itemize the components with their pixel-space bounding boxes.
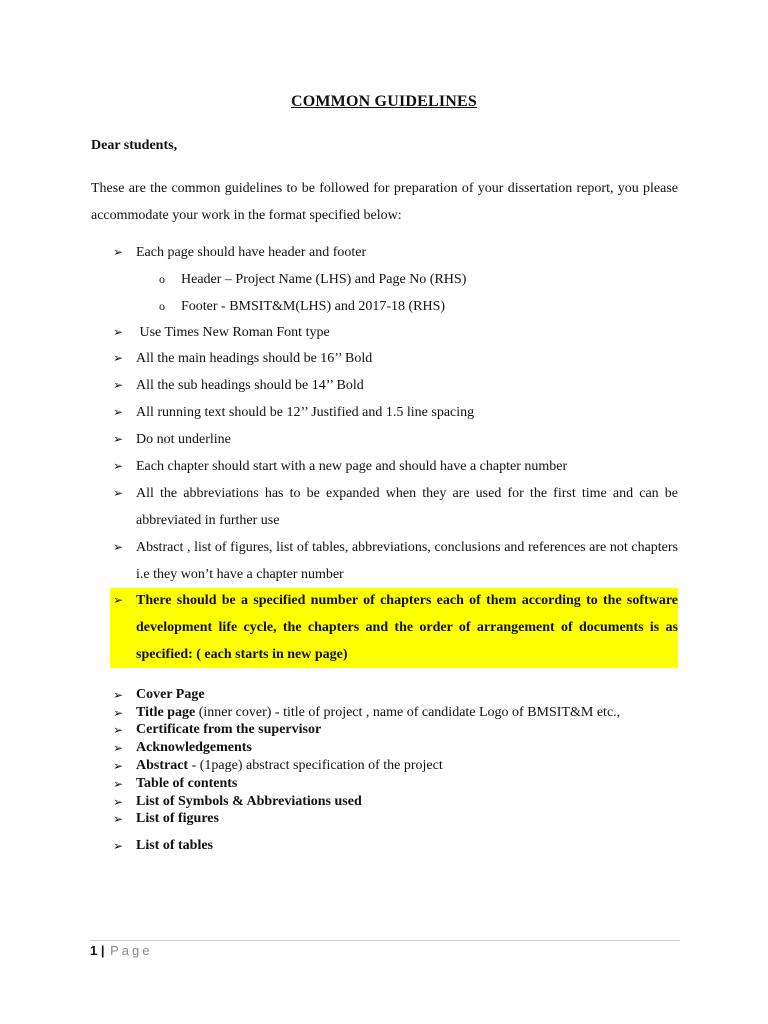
list-item-text: Abstract , list of figures, list of tables, abbreviations, conclusions and references are not chapters i.e they won’t have a chapter number [136, 540, 678, 582]
arrow-bullet-icon: ➢ [113, 593, 124, 607]
section-item-bold: Table of contents [136, 776, 238, 791]
arrow-bullet-icon: ➢ [113, 723, 124, 737]
arrow-bullet-icon: ➢ [113, 405, 124, 419]
arrow-bullet-icon: ➢ [113, 351, 124, 365]
list-item-text: All the sub headings should be 14’’ Bold [136, 378, 364, 393]
arrow-bullet-icon: ➢ [113, 378, 124, 392]
list-item-text: Each chapter should start with a new page and should have a chapter number [136, 459, 568, 474]
arrow-bullet-icon: ➢ [113, 459, 124, 473]
page-footer [90, 943, 153, 958]
section-item-bold: List of tables [136, 838, 213, 853]
page-number: 1 [90, 943, 98, 958]
section-item-bold: Abstract [136, 758, 189, 773]
section-item-bold: List of Symbols & Abbreviations used [136, 794, 362, 809]
circle-bullet-icon: o [159, 299, 165, 313]
list-item-text: All the abbreviations has to be expanded when they are used for the first time and can be abbreviated in further use [136, 486, 678, 528]
footer-divider [90, 940, 680, 941]
section-item-text [136, 686, 205, 704]
list-item-text: All the main headings should be 16’’ Bold [136, 351, 373, 366]
arrow-bullet-icon: ➢ [113, 540, 124, 554]
arrow-bullet-icon: ➢ [113, 759, 124, 773]
intro-paragraph: These are the common guidelines to be followed for preparation of your dissertation report, you please accommodate your work in the format specified below: [91, 181, 678, 223]
section-item-bold: Cover Page [136, 687, 205, 702]
section-item-text [136, 721, 321, 739]
section-item-text [136, 793, 362, 811]
arrow-bullet-icon: ➢ [113, 688, 124, 702]
arrow-bullet-icon: ➢ [113, 325, 124, 339]
section-item-text [136, 757, 443, 775]
sub-list-item-text: Footer - BMSIT&M(LHS) and 2017-18 (RHS) [181, 299, 446, 314]
section-item-bold: Title page [136, 705, 196, 720]
highlighted-item-text: There should be a specified number of chapters each of them according to the software development life cycle, the chapters and the order of arrangement of documents is as specified: ( each starts in new page) [136, 593, 678, 662]
arrow-bullet-icon: ➢ [113, 245, 124, 259]
arrow-bullet-icon: ➢ [113, 486, 124, 500]
document-title: COMMON GUIDELINES [290, 93, 478, 110]
list-item-text: All running text should be 12’’ Justified and 1.5 line spacing [136, 405, 475, 420]
section-item-detail: - (1page) abstract specification of the project [188, 758, 443, 773]
arrow-bullet-icon: ➢ [113, 795, 124, 809]
section-item-text [136, 739, 252, 757]
arrow-bullet-icon: ➢ [113, 741, 124, 755]
arrow-bullet-icon: ➢ [113, 706, 124, 720]
list-item-text: Do not underline [136, 432, 231, 447]
greeting: Dear students, [91, 138, 178, 153]
list-item-text: Each page should have header and footer [136, 245, 367, 260]
footer-separator: | [100, 943, 105, 958]
section-item-detail: (inner cover) - title of project , name of candidate Logo of BMSIT&M etc., [195, 705, 621, 720]
section-item-text [136, 810, 219, 828]
arrow-bullet-icon: ➢ [113, 777, 124, 791]
arrow-bullet-icon: ➢ [113, 432, 124, 446]
sub-list-item-text: Header – Project Name (LHS) and Page No (RHS) [181, 272, 467, 287]
section-item-text [136, 837, 213, 855]
section-item-bold: Certificate from the supervisor [136, 722, 322, 737]
section-item-bold: List of figures [136, 811, 219, 826]
section-item-bold: Acknowledgements [136, 740, 252, 755]
page-label: Page [110, 943, 153, 958]
arrow-bullet-icon: ➢ [113, 812, 124, 826]
arrow-bullet-icon: ➢ [113, 839, 124, 853]
circle-bullet-icon: o [159, 272, 165, 286]
list-item-text: Use Times New Roman Font type [136, 325, 330, 340]
section-item-text [136, 704, 620, 722]
section-item-text [136, 775, 237, 793]
